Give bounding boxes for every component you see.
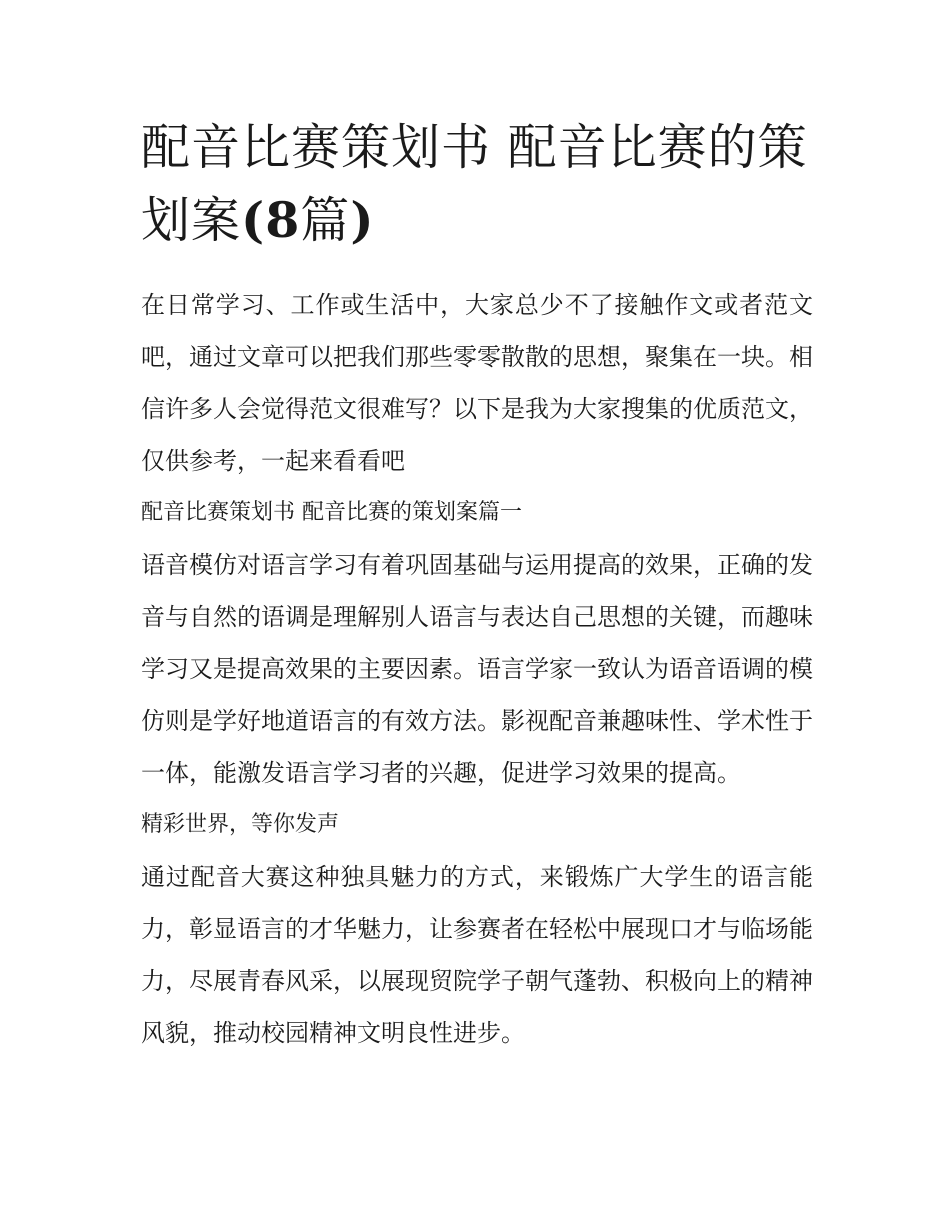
title-text-unit: 篇 (300, 192, 351, 249)
intro-paragraph: 在日常学习、工作或生活中，大家总少不了接触作文或者范文吧，通过文章可以把我们那些零零散散的思想，聚集在一块。相信许多人会觉得范文很难写？以下是我为大家搜集的优质范文，仅供参考，一起来看看吧 (141, 291, 813, 475)
body-paragraph-1: 语音模仿对语言学习有着巩固基础与运用提高的效果，正确的发音与自然的语调是理解别人语言与表达自己思想的关键，而趣味学习又是提高效果的主要因素。语言学家一致认为语音语调的模仿则是学好地道语言的有效方法。影视配音兼趣味性、学术性于一体，能激发语言学习者的兴趣，促进学习效果的提高。 (141, 551, 813, 787)
section-heading: 配音比赛策划书 配音比赛的策划案篇一 (141, 500, 522, 525)
title-text-count: (8 (241, 191, 301, 249)
document-title (141, 112, 821, 257)
title-text-close: ) (350, 191, 375, 249)
title-text-main: 配音比赛策划书 配音比赛的策划案 (141, 119, 808, 249)
body-paragraph-2: 通过配音大赛这种独具魅力的方式，来锻炼广大学生的语言能力，彰显语言的才华魅力，让参赛者在轻松中展现口才与临场能力，尽展青春风采，以展现贸院学子朝气蓬勃、积极向上的精神风貌，推动校园精神文明良性进步。 (141, 863, 813, 1047)
document-body (141, 279, 813, 1059)
subheading: 精彩世界，等你发声 (141, 812, 340, 837)
